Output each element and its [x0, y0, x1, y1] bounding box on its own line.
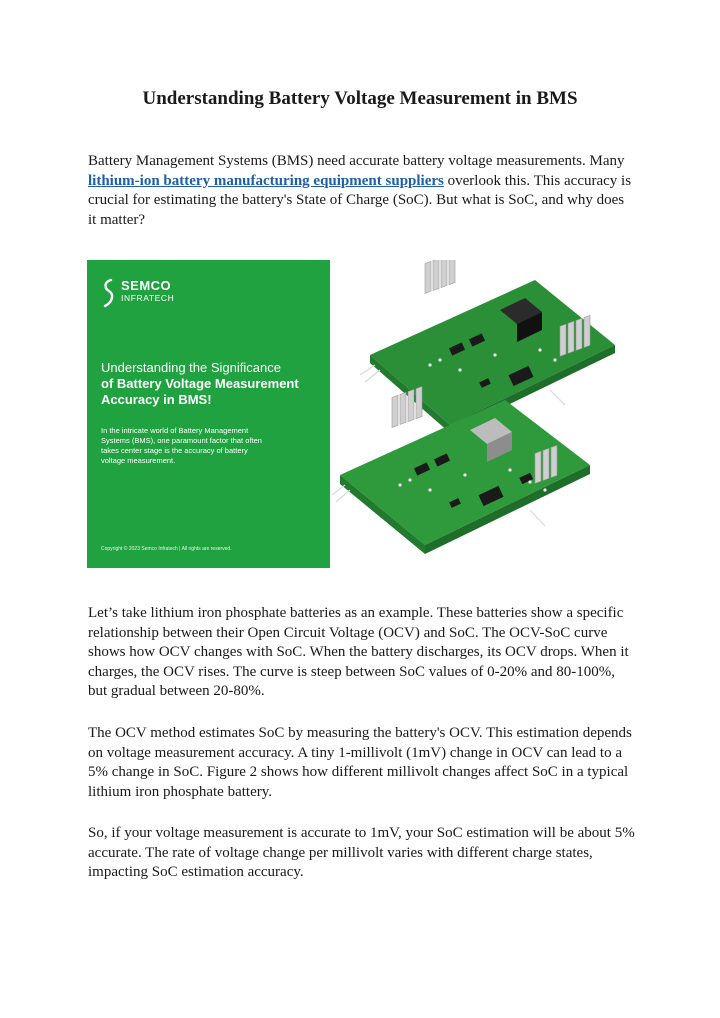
intro-paragraph [88, 152, 636, 230]
brand-subtitle: INFRATECH [121, 293, 175, 303]
lfp-paragraph: Let’s take lithium iron phosphate batteries as an example. These batteries show a specific relationship between their Open Circuit Voltage (OCV) and SoC. The OCV-SoC curve shows how OCV changes with SoC. When the battery discharges, its OCV drops. When it charges, the OCV rises. The curve is steep between SoC values of 0-20% and 80-100%, but gradual between 20-80%. [88, 605, 629, 699]
banner-text-panel [87, 260, 330, 568]
figure-banner [87, 260, 635, 568]
banner-heading-bold: of Battery Voltage Measurement Accuracy in BMS! [101, 376, 299, 407]
suppliers-link[interactable]: lithium-ion battery manufacturing equipment suppliers [88, 172, 444, 189]
banner-body-text: In the intricate world of Battery Management Systems (BMS), one paramount factor that often takes center stage is the accuracy of battery voltage measurement. [101, 426, 262, 465]
banner-heading-light: Understanding the Significance [101, 360, 281, 375]
accuracy-paragraph: So, if your voltage measurement is accurate to 1mV, your SoC estimation will be about 5% accurate. The rate of voltage change per millivolt varies with different charge states, impacting SoC estimation accuracy. [88, 825, 635, 880]
pcb-boards-illustration [330, 260, 635, 568]
intro-text-before: Battery Management Systems (BMS) need accurate battery voltage measurements. Many [88, 153, 625, 169]
semco-logo-icon [101, 278, 115, 308]
intro-text-after: overlook this. This accuracy is crucial for estimating the battery's State of Charge (SoC). But what is SoC, and why does it matter? [88, 172, 632, 228]
ocv-method-paragraph: The OCV method estimates SoC by measuring the battery's OCV. This estimation depends on voltage measurement accuracy. A tiny 1-millivolt (1mV) change in OCV can lead to a 5% change in SoC. Figure 2 shows how different millivolt changes affect SoC in a typical lithium iron phosphate battery. [88, 725, 632, 800]
page-title: Understanding Battery Voltage Measurement in BMS [142, 88, 578, 109]
brand-name: SEMCO [121, 278, 172, 293]
banner-copyright: Copyright © 2023 Semco Infratech | All rights are reserved. [101, 546, 232, 552]
